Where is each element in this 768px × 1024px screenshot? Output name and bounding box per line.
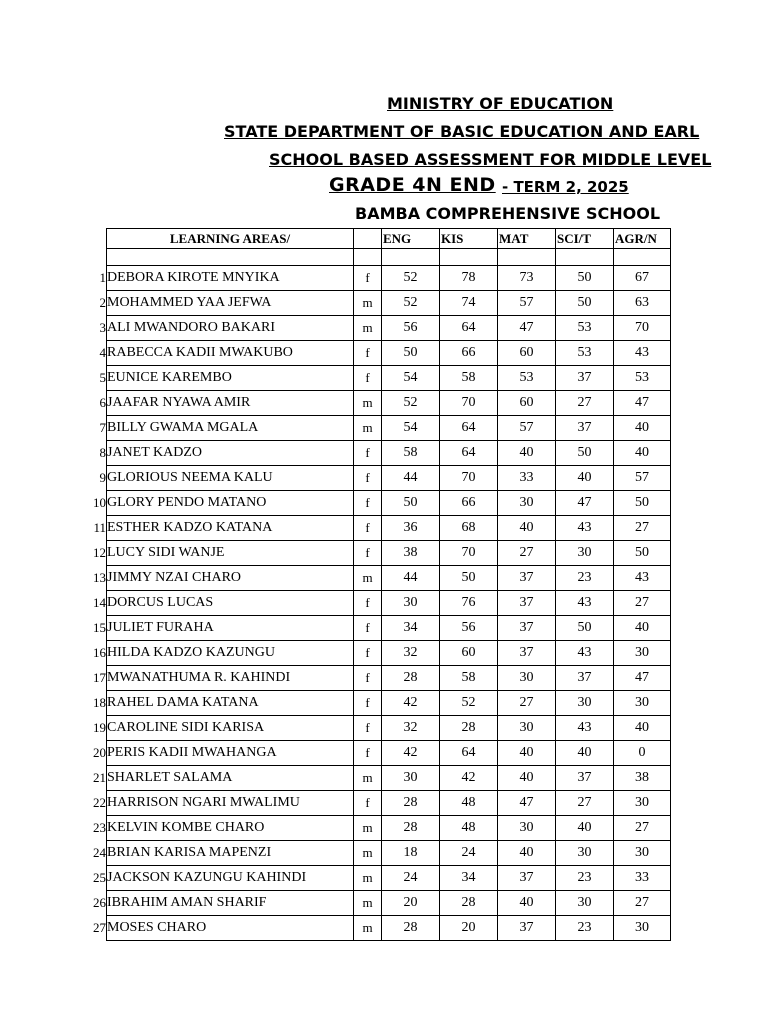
sex-cell[interactable]: f — [354, 441, 382, 466]
row-number: 24 — [93, 845, 106, 860]
table-row — [92, 741, 671, 766]
kis-score-cell[interactable]: 70 — [440, 391, 498, 416]
student-name-cell[interactable]: CAROLINE SIDI KARISA — [107, 716, 354, 741]
student-name-cell[interactable]: JANET KADZO — [107, 441, 354, 466]
sci-score-cell[interactable]: 53 — [556, 341, 614, 366]
sex-cell[interactable]: m — [354, 891, 382, 916]
mat-score-cell[interactable]: 37 — [498, 616, 556, 641]
student-name-cell[interactable]: KELVIN KOMBE CHARO — [107, 816, 354, 841]
row-number: 9 — [99, 470, 106, 485]
sci-score-cell[interactable]: 47 — [556, 491, 614, 516]
kis-score-cell[interactable]: 58 — [440, 666, 498, 691]
kis-score-cell[interactable]: 64 — [440, 416, 498, 441]
sci-score-cell[interactable]: 30 — [556, 891, 614, 916]
department-title: STATE DEPARTMENT OF BASIC EDUCATION AND EARL — [224, 122, 700, 141]
mat-score-cell[interactable]: 27 — [498, 541, 556, 566]
row-number: 10 — [93, 495, 106, 510]
sci-score-cell[interactable]: 50 — [556, 291, 614, 316]
kis-score-cell[interactable]: 64 — [440, 316, 498, 341]
table-row — [92, 816, 671, 841]
student-name-cell[interactable]: MWANATHUMA R. KAHINDI — [107, 666, 354, 691]
header-row — [92, 229, 671, 249]
row-number: 22 — [93, 795, 106, 810]
row-number: 5 — [99, 370, 106, 385]
school-heading — [0, 204, 768, 230]
agr-score-cell[interactable]: 43 — [614, 341, 671, 366]
sex-cell[interactable]: f — [354, 641, 382, 666]
mat-score-cell[interactable]: 40 — [498, 766, 556, 791]
spacer-sci-cell[interactable] — [556, 249, 614, 266]
sci-score-cell[interactable]: 53 — [556, 316, 614, 341]
agr-score-cell[interactable]: 27 — [614, 591, 671, 616]
agr-score-cell[interactable]: 30 — [614, 641, 671, 666]
agr-score-cell[interactable]: 27 — [614, 816, 671, 841]
kis-score-cell[interactable]: 60 — [440, 641, 498, 666]
student-name-cell[interactable]: ALI MWANDORO BAKARI — [107, 316, 354, 341]
kis-header[interactable]: KIS — [440, 229, 498, 249]
kis-score-cell[interactable]: 78 — [440, 266, 498, 291]
student-name-cell[interactable]: MOSES CHARO — [107, 916, 354, 941]
student-name-cell[interactable]: BILLY GWAMA MGALA — [107, 416, 354, 441]
mat-score-cell[interactable]: 47 — [498, 316, 556, 341]
row-number: 2 — [99, 295, 106, 310]
row-number: 14 — [93, 595, 106, 610]
sci-score-cell[interactable]: 37 — [556, 666, 614, 691]
table-row — [92, 291, 671, 316]
department-heading — [0, 122, 768, 148]
kis-score-cell[interactable]: 24 — [440, 841, 498, 866]
table-row — [92, 466, 671, 491]
eng-score-cell[interactable]: 38 — [382, 541, 440, 566]
mat-score-cell[interactable]: 40 — [498, 841, 556, 866]
row-number: 25 — [93, 870, 106, 885]
student-name-cell[interactable]: BRIAN KARISA MAPENZI — [107, 841, 354, 866]
table-row — [92, 566, 671, 591]
agr-header[interactable]: AGR/N — [614, 229, 671, 249]
student-name-cell[interactable]: JULIET FURAHA — [107, 616, 354, 641]
sex-cell[interactable]: f — [354, 366, 382, 391]
mat-score-cell[interactable]: 37 — [498, 566, 556, 591]
spacer-mat-cell[interactable] — [498, 249, 556, 266]
eng-score-cell[interactable]: 28 — [382, 666, 440, 691]
student-name-cell[interactable]: DEBORA KIROTE MNYIKA — [107, 266, 354, 291]
sci-score-cell[interactable]: 27 — [556, 791, 614, 816]
sex-cell[interactable]: f — [354, 541, 382, 566]
student-name-cell[interactable]: PERIS KADII MWAHANGA — [107, 741, 354, 766]
eng-score-cell[interactable]: 36 — [382, 516, 440, 541]
eng-score-cell[interactable]: 28 — [382, 916, 440, 941]
table-row — [92, 791, 671, 816]
sci-score-cell[interactable]: 50 — [556, 616, 614, 641]
sci-header[interactable]: SCI/T — [556, 229, 614, 249]
mat-score-cell[interactable]: 33 — [498, 466, 556, 491]
agr-score-cell[interactable]: 40 — [614, 416, 671, 441]
agr-score-cell[interactable]: 30 — [614, 791, 671, 816]
agr-score-cell[interactable]: 30 — [614, 916, 671, 941]
row-number: 12 — [93, 545, 106, 560]
student-name-cell[interactable]: LUCY SIDI WANJE — [107, 541, 354, 566]
agr-score-cell[interactable]: 43 — [614, 566, 671, 591]
row-number: 27 — [93, 920, 106, 935]
table-row — [92, 866, 671, 891]
mat-score-cell[interactable]: 30 — [498, 491, 556, 516]
kis-score-cell[interactable]: 74 — [440, 291, 498, 316]
agr-score-cell[interactable]: 27 — [614, 891, 671, 916]
agr-score-cell[interactable]: 40 — [614, 441, 671, 466]
student-name-cell[interactable]: MOHAMMED YAA JEFWA — [107, 291, 354, 316]
sci-score-cell[interactable]: 40 — [556, 816, 614, 841]
learning-areas-header[interactable]: LEARNING AREAS/ — [107, 229, 354, 249]
row-number: 20 — [93, 745, 106, 760]
kis-score-cell[interactable]: 56 — [440, 616, 498, 641]
student-name-cell[interactable]: DORCUS LUCAS — [107, 591, 354, 616]
sex-cell[interactable]: f — [354, 741, 382, 766]
kis-score-cell[interactable]: 50 — [440, 566, 498, 591]
mat-score-cell[interactable]: 30 — [498, 716, 556, 741]
agr-score-cell[interactable]: 63 — [614, 291, 671, 316]
mat-score-cell[interactable]: 40 — [498, 516, 556, 541]
ministry-heading — [0, 94, 768, 120]
kis-score-cell[interactable]: 70 — [440, 541, 498, 566]
sci-score-cell[interactable]: 43 — [556, 516, 614, 541]
table-row — [92, 891, 671, 916]
sex-cell[interactable]: f — [354, 616, 382, 641]
table-row — [92, 416, 671, 441]
sci-score-cell[interactable]: 30 — [556, 841, 614, 866]
row-number: 3 — [99, 320, 106, 335]
sci-score-cell[interactable]: 50 — [556, 441, 614, 466]
sex-cell[interactable]: m — [354, 766, 382, 791]
row-number: 26 — [93, 895, 106, 910]
agr-score-cell[interactable]: 33 — [614, 866, 671, 891]
assessment-title: SCHOOL BASED ASSESSMENT FOR MIDDLE LEVEL — [269, 150, 712, 169]
row-number: 23 — [93, 820, 106, 835]
mat-score-cell[interactable]: 73 — [498, 266, 556, 291]
student-name-cell[interactable]: EUNICE KAREMBO — [107, 366, 354, 391]
ministry-title: MINISTRY OF EDUCATION — [387, 94, 614, 113]
spacer-number-cell — [92, 249, 107, 266]
student-name-cell[interactable]: IBRAHIM AMAN SHARIF — [107, 891, 354, 916]
sex-cell[interactable]: m — [354, 566, 382, 591]
table-row — [92, 316, 671, 341]
mat-score-cell[interactable]: 27 — [498, 691, 556, 716]
sex-cell[interactable]: m — [354, 841, 382, 866]
mat-score-cell[interactable]: 30 — [498, 816, 556, 841]
table-row — [92, 716, 671, 741]
table-row — [92, 616, 671, 641]
row-number: 17 — [93, 670, 106, 685]
eng-score-cell[interactable]: 50 — [382, 341, 440, 366]
row-number: 6 — [99, 395, 106, 410]
row-number: 1 — [99, 270, 106, 285]
sci-score-cell[interactable]: 23 — [556, 866, 614, 891]
sex-cell[interactable]: m — [354, 416, 382, 441]
sex-cell[interactable]: f — [354, 466, 382, 491]
student-name-cell[interactable]: RAHEL DAMA KATANA — [107, 691, 354, 716]
row-number: 21 — [93, 770, 106, 785]
mat-score-cell[interactable]: 40 — [498, 441, 556, 466]
sex-cell[interactable]: f — [354, 691, 382, 716]
row-number: 15 — [93, 620, 106, 635]
sex-cell[interactable]: m — [354, 916, 382, 941]
kis-score-cell[interactable]: 68 — [440, 516, 498, 541]
eng-score-cell[interactable]: 20 — [382, 891, 440, 916]
agr-score-cell[interactable]: 38 — [614, 766, 671, 791]
sci-score-cell[interactable]: 23 — [556, 566, 614, 591]
sci-score-cell[interactable]: 30 — [556, 691, 614, 716]
table-row — [92, 391, 671, 416]
spacer-name-cell[interactable] — [107, 249, 354, 266]
sci-score-cell[interactable]: 30 — [556, 541, 614, 566]
mat-score-cell[interactable]: 37 — [498, 591, 556, 616]
eng-score-cell[interactable]: 54 — [382, 366, 440, 391]
sex-cell[interactable]: f — [354, 491, 382, 516]
table-row — [92, 341, 671, 366]
row-number: 19 — [93, 720, 106, 735]
results-table — [92, 228, 671, 941]
grade-heading — [0, 174, 768, 202]
kis-score-cell[interactable]: 48 — [440, 791, 498, 816]
sci-score-cell[interactable]: 50 — [556, 266, 614, 291]
assessment-heading — [0, 150, 768, 176]
results-table-body — [92, 229, 671, 941]
eng-score-cell[interactable]: 28 — [382, 816, 440, 841]
sex-cell[interactable]: f — [354, 666, 382, 691]
mat-score-cell[interactable]: 57 — [498, 291, 556, 316]
school-name: BAMBA COMPREHENSIVE SCHOOL — [355, 204, 661, 223]
mat-score-cell[interactable]: 37 — [498, 916, 556, 941]
eng-score-cell[interactable]: 50 — [382, 491, 440, 516]
mat-score-cell[interactable]: 60 — [498, 391, 556, 416]
sex-cell[interactable]: f — [354, 791, 382, 816]
row-number: 7 — [99, 420, 106, 435]
kis-score-cell[interactable]: 42 — [440, 766, 498, 791]
eng-score-cell[interactable]: 28 — [382, 791, 440, 816]
kis-score-cell[interactable]: 28 — [440, 891, 498, 916]
agr-score-cell[interactable]: 70 — [614, 316, 671, 341]
kis-score-cell[interactable]: 28 — [440, 716, 498, 741]
student-name-cell[interactable]: RABECCA KADII MWAKUBO — [107, 341, 354, 366]
student-name-cell[interactable]: JIMMY NZAI CHARO — [107, 566, 354, 591]
sci-score-cell[interactable]: 40 — [556, 466, 614, 491]
sex-cell[interactable]: f — [354, 716, 382, 741]
sex-cell[interactable]: m — [354, 866, 382, 891]
kis-score-cell[interactable]: 64 — [440, 441, 498, 466]
agr-score-cell[interactable]: 53 — [614, 366, 671, 391]
student-name-cell[interactable]: JACKSON KAZUNGU KAHINDI — [107, 866, 354, 891]
student-name-cell[interactable]: GLORIOUS NEEMA KALU — [107, 466, 354, 491]
mat-header[interactable]: MAT — [498, 229, 556, 249]
sci-score-cell[interactable]: 43 — [556, 641, 614, 666]
kis-score-cell[interactable]: 70 — [440, 466, 498, 491]
row-number: 8 — [99, 445, 106, 460]
eng-score-cell[interactable]: 52 — [382, 391, 440, 416]
student-name-cell[interactable]: ESTHER KADZO KATANA — [107, 516, 354, 541]
kis-score-cell[interactable]: 66 — [440, 491, 498, 516]
row-number: 18 — [93, 695, 106, 710]
table-row — [92, 766, 671, 791]
student-name-cell[interactable]: JAAFAR NYAWA AMIR — [107, 391, 354, 416]
student-name-cell[interactable]: GLORY PENDO MATANO — [107, 491, 354, 516]
table-row — [92, 666, 671, 691]
eng-score-cell[interactable]: 24 — [382, 866, 440, 891]
row-number: 11 — [93, 520, 106, 535]
sex-cell[interactable]: m — [354, 316, 382, 341]
sci-score-cell[interactable]: 40 — [556, 741, 614, 766]
table-row — [92, 516, 671, 541]
eng-score-cell[interactable]: 32 — [382, 716, 440, 741]
sex-cell[interactable]: f — [354, 591, 382, 616]
eng-score-cell[interactable]: 34 — [382, 616, 440, 641]
table-row — [92, 691, 671, 716]
table-row — [92, 266, 671, 291]
spacer-row — [92, 249, 671, 266]
table-row — [92, 541, 671, 566]
sex-cell[interactable]: m — [354, 291, 382, 316]
eng-score-cell[interactable]: 32 — [382, 641, 440, 666]
sci-score-cell[interactable]: 37 — [556, 416, 614, 441]
mat-score-cell[interactable]: 47 — [498, 791, 556, 816]
student-name-cell[interactable]: HILDA KADZO KAZUNGU — [107, 641, 354, 666]
agr-score-cell[interactable]: 47 — [614, 391, 671, 416]
kis-score-cell[interactable]: 66 — [440, 341, 498, 366]
agr-score-cell[interactable]: 0 — [614, 741, 671, 766]
student-name-cell[interactable]: HARRISON NGARI MWALIMU — [107, 791, 354, 816]
eng-score-cell[interactable]: 18 — [382, 841, 440, 866]
table-row — [92, 366, 671, 391]
table-row — [92, 491, 671, 516]
sci-score-cell[interactable]: 23 — [556, 916, 614, 941]
kis-score-cell[interactable]: 48 — [440, 816, 498, 841]
row-number: 16 — [93, 645, 106, 660]
sci-score-cell[interactable]: 37 — [556, 766, 614, 791]
table-row — [92, 916, 671, 941]
row-number: 4 — [99, 345, 106, 360]
table-row — [92, 441, 671, 466]
mat-score-cell[interactable]: 37 — [498, 866, 556, 891]
eng-header[interactable]: ENG — [382, 229, 440, 249]
eng-score-cell[interactable]: 44 — [382, 566, 440, 591]
student-name-cell[interactable]: SHARLET SALAMA — [107, 766, 354, 791]
eng-score-cell[interactable]: 54 — [382, 416, 440, 441]
spacer-eng-cell[interactable] — [382, 249, 440, 266]
spacer-agr-cell[interactable] — [614, 249, 671, 266]
sex-cell[interactable]: f — [354, 341, 382, 366]
mat-score-cell[interactable]: 40 — [498, 741, 556, 766]
agr-score-cell[interactable]: 30 — [614, 691, 671, 716]
agr-score-cell[interactable]: 67 — [614, 266, 671, 291]
mat-score-cell[interactable]: 37 — [498, 641, 556, 666]
grade-title: GRADE 4N END — [329, 174, 496, 196]
sex-cell[interactable]: f — [354, 266, 382, 291]
eng-score-cell[interactable]: 30 — [382, 591, 440, 616]
agr-score-cell[interactable]: 40 — [614, 716, 671, 741]
sci-score-cell[interactable]: 27 — [556, 391, 614, 416]
mat-score-cell[interactable]: 53 — [498, 366, 556, 391]
mat-score-cell[interactable]: 60 — [498, 341, 556, 366]
mat-score-cell[interactable]: 30 — [498, 666, 556, 691]
term-title: - TERM 2, 2025 — [502, 178, 629, 196]
kis-score-cell[interactable]: 58 — [440, 366, 498, 391]
agr-score-cell[interactable]: 50 — [614, 491, 671, 516]
kis-score-cell[interactable]: 52 — [440, 691, 498, 716]
agr-score-cell[interactable]: 27 — [614, 516, 671, 541]
mat-score-cell[interactable]: 57 — [498, 416, 556, 441]
sex-cell[interactable]: m — [354, 391, 382, 416]
kis-score-cell[interactable]: 20 — [440, 916, 498, 941]
sci-score-cell[interactable]: 43 — [556, 591, 614, 616]
eng-score-cell[interactable]: 30 — [382, 766, 440, 791]
eng-score-cell[interactable]: 58 — [382, 441, 440, 466]
agr-score-cell[interactable]: 40 — [614, 616, 671, 641]
spacer-sex-cell[interactable] — [354, 249, 382, 266]
kis-score-cell[interactable]: 34 — [440, 866, 498, 891]
eng-score-cell[interactable]: 52 — [382, 266, 440, 291]
spacer-kis-cell[interactable] — [440, 249, 498, 266]
eng-score-cell[interactable]: 52 — [382, 291, 440, 316]
table-row — [92, 641, 671, 666]
sci-score-cell[interactable]: 37 — [556, 366, 614, 391]
agr-score-cell[interactable]: 30 — [614, 841, 671, 866]
row-number-header — [92, 229, 107, 249]
agr-score-cell[interactable]: 57 — [614, 466, 671, 491]
eng-score-cell[interactable]: 42 — [382, 741, 440, 766]
kis-score-cell[interactable]: 76 — [440, 591, 498, 616]
table-row — [92, 591, 671, 616]
row-number: 13 — [93, 570, 106, 585]
mat-score-cell[interactable]: 40 — [498, 891, 556, 916]
sci-score-cell[interactable]: 43 — [556, 716, 614, 741]
eng-score-cell[interactable]: 44 — [382, 466, 440, 491]
sex-cell[interactable]: m — [354, 816, 382, 841]
table-row — [92, 841, 671, 866]
eng-score-cell[interactable]: 42 — [382, 691, 440, 716]
kis-score-cell[interactable]: 64 — [440, 741, 498, 766]
sex-header[interactable] — [354, 229, 382, 249]
eng-score-cell[interactable]: 56 — [382, 316, 440, 341]
sex-cell[interactable]: f — [354, 516, 382, 541]
agr-score-cell[interactable]: 50 — [614, 541, 671, 566]
agr-score-cell[interactable]: 47 — [614, 666, 671, 691]
